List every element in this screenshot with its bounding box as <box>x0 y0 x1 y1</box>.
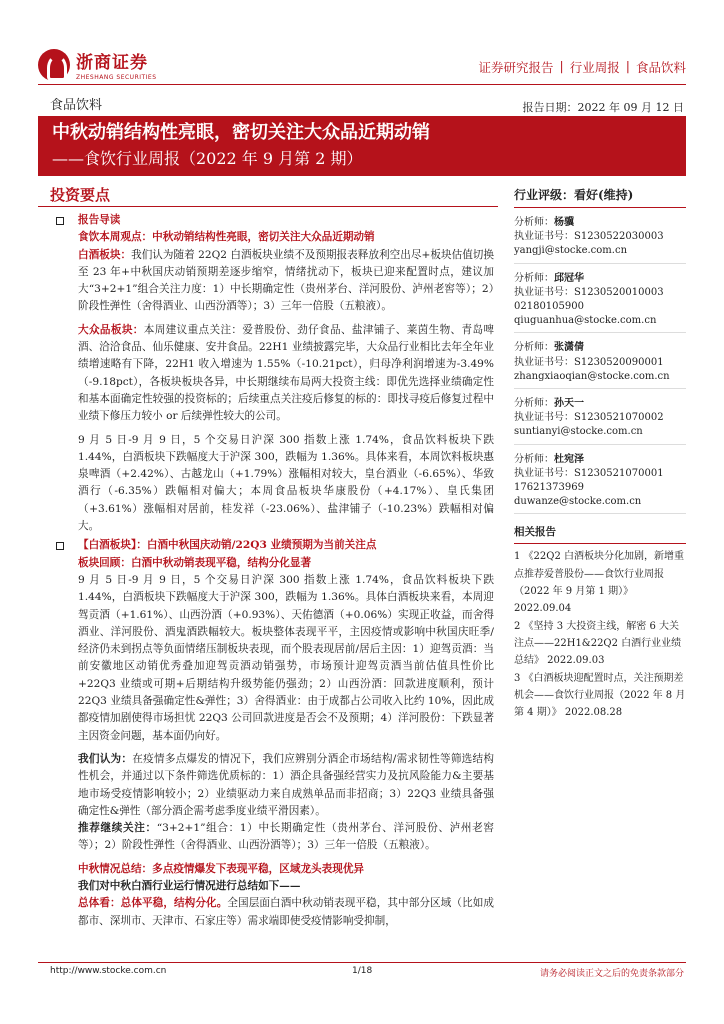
nav-industry: 食品饮料 <box>635 60 686 75</box>
analyst-name: 杨骥 <box>554 217 574 228</box>
baijiu-view: 白酒板块：我们认为随着 22Q2 白酒板块业绩不及预期报表释放利空出尽+板块估值切换至 23 年+中秋国庆动销预期差逐步缩窄，情绪扰动下，板块已迎来配置时点，建议加大“3+2+1”组合关注力度：1）中长期确定性（贵州茅台、洋河股份、泸州老窖等）；2）阶段性弹性（舍得酒业、山西汾酒等）；3）三年一倍股（五粮液）。 <box>78 248 495 313</box>
nav-separator: | <box>625 58 630 73</box>
footer-disclaimer: 请务必阅读正文之后的免责条款部分 <box>539 969 684 979</box>
title-banner <box>38 116 686 176</box>
recommend: 推荐继续关注：“3+2+1”组合：1）中长期确定性（贵州茅台、洋河股份、泸州老窖等）；2）阶段性弹性（舍得酒业、山西汾酒等）；3）三年一倍股（五粮液）。 <box>78 822 495 852</box>
summary-intro: 我们对中秋白酒行业运行情况进行总结如下—— <box>78 879 301 892</box>
we-think: 我们认为：在疫情多点爆发的情况下，我们应辨别分酒企市场结构/需求韧性等筛选结构性机会，并通过以下条件筛选优质标的：1）酒企具备强经营实力及抗风险能力&主要基地市场受疫情影响较小；2）业绩驱动力来自成熟单品而非招商；3）22Q3 业绩具备强确定性&弹性（部分酒企需考虑季度业绩平滑因素）。 <box>78 752 494 817</box>
report-title: 中秋动销结构性亮眼，密切关注大众品近期动销 <box>52 122 430 143</box>
sector-review-heading: 板块回顾：白酒中秋动销表现平稳，结构分化显著 <box>78 556 312 569</box>
footer-divider <box>38 962 686 963</box>
analyst-email[interactable]: suntianyi@stocke.com.cn <box>514 426 643 438</box>
report-date: 报告日期：2022 年 09 月 12 日 <box>522 101 684 114</box>
related-report-item[interactable]: 2 《坚持 3 大投资主线，解密 6 大关注点——22H1&22Q2 白酒行业业绩总结》 2022.09.03 <box>514 620 682 667</box>
nav-report-kind: 行业周报 <box>569 60 620 75</box>
related-report-item[interactable]: 1 《22Q2 白酒板块分化加剧，新增重点推荐爱普股份——食饮行业周报（2022 年 9 月第 1 期）》 2022.09.04 <box>514 551 685 615</box>
analyst-card: 分析师：邱冠华 执业证书号：S1230520010003 02180105900 qiuguanhua@stocke.com.cn <box>514 272 686 334</box>
analyst-cert: 执业证书号：S1230520090001 <box>514 356 664 368</box>
report-subtitle: ——食饮行业周报（2022 年 9 月第 2 期） <box>52 149 363 168</box>
analyst-card: 分析师：杨骥 执业证书号：S1230522030003 yangji@stocke.com.cn <box>514 216 686 264</box>
page-number: 1/18 <box>352 966 373 976</box>
analyst-cert: 执业证书号：S1230521070002 <box>514 412 664 424</box>
analyst-name: 邱冠华 <box>554 272 584 284</box>
footer-url[interactable]: http://www.stocke.com.cn <box>50 966 167 976</box>
related-reports-title: 相关报告 <box>514 524 686 544</box>
analyst-name: 杜宛泽 <box>554 453 584 465</box>
section-label: 食品饮料 <box>50 98 103 113</box>
guide-heading: 报告导读 <box>78 212 494 229</box>
report-category-nav <box>479 58 686 76</box>
analyst-email[interactable]: qiuguanhua@stocke.com.cn <box>514 315 657 327</box>
dazhong-view: 大众品板块：本周建议重点关注：爱普股份、劲仔食品、盐津铺子、莱茵生物、青岛啤酒、洽洽食品、仙乐健康、安井食品。22H1 业绩披露完毕，大众品行业相比去年全年业绩增速略有下降，22H1 收入增速为 1.55%（-10.21pct），归母净利润增速为-3.49%（-9.18pct），各板块板块各异，中长期继续布局两大投资主线：即优先选择业绩确定性和基本面确定性较强的投资标的；后续重点关注疫后修复的标的：即找寻疫后修复过程中业绩下修压力较小 or 后续弹性较大的公司。 <box>78 323 495 423</box>
analyst-phone: 17621373969 <box>514 482 584 494</box>
baijiu-section-heading: 【白酒板块】：白酒中秋国庆动销/22Q3 业绩预期为当前关注点 <box>78 537 494 554</box>
logo-name-en: ZHESHANG SECURITIES <box>76 74 157 81</box>
related-report-item[interactable]: 3 《白酒板块迎配置时点，关注预期差机会——食饮行业周报（2022 年 8 月第 4 期）》 2022.08.28 <box>514 672 686 719</box>
overall-view: 总体看：总体平稳，结构分化。全国层面白酒中秋动销表现平稳，其中部分区域（比如成都市、深圳市、天津市、石家庄等）需求端即使受疫情影响受抑制， <box>78 897 494 927</box>
mid-autumn-summary-heading: 中秋情况总结：多点疫情爆发下表现平稳，区域龙头表现优异 <box>78 862 365 875</box>
analyst-phone: 02180105900 <box>514 301 584 313</box>
header-divider <box>38 84 686 85</box>
invest-points-divider <box>38 206 498 207</box>
market-review: 9 月 5 日-9 月 9 日，5 个交易日沪深 300 指数上涨 1.74%，食品饮料板块下跌 1.44%，白酒板块下跌幅度大于沪深 300，跌幅为 1.36%。具体来看，本周饮料板块惠泉啤酒（+2.42%）、古越龙山（+1.79%）涨幅相对较大，皇台酒业（-6.65%）、华致酒行（-6.35%）跌幅相对偏大；本周食品板块华康股份（+4.17%）、皇氏集团（+3.61%）涨幅相对居前，桂发祥（-23.06%）、盐津铺子（-10.23%）跌幅相对偏大。 <box>78 433 494 533</box>
analyst-email[interactable]: zhangxiaoqian@stocke.com.cn <box>514 370 670 382</box>
analyst-cert: 执业证书号：S1230521070001 <box>514 467 664 479</box>
sidebar <box>514 186 686 721</box>
analyst-cert: 执业证书号：S1230522030003 <box>514 231 664 243</box>
sector-review-text: 9 月 5 日-9 月 9 日，5 个交易日沪深 300 指数上涨 1.74%，食品饮料板块下跌 1.44%，白酒板块下跌幅度大于沪深 300，跌幅为 1.36%。具体白酒板块来看，本周迎驾贡酒（+1.61%）、山西汾酒（+0.93%）、天佑德酒（+0.06%）实现正收益，而舍得酒业、洋河股份、酒鬼酒跌幅较大。板块整体表现平平，主因疫情或影响中秋国庆旺季/经济仍未到拐点等负面情绪压制板块表现，而个股表现居前/居后主因：1）迎驾贡酒：当前安徽地区动销优秀叠加迎驾贡酒动销强势，市场预计迎驾贡酒当前估值具性价比+22Q3 业绩或可期+后期结构升级势能仍强劲；2）山西汾酒：回款进度顺利，预计 22Q3 业绩具备强确定性&弹性；3）舍得酒业：由于成都占公司收入比约 10%，因此成都疫情加剧使得市场担忧 22Q3 公司回款进度是否会不及预期；4）洋河股份：下跌显著主因资金问题，基本面仍向好。 <box>78 573 494 742</box>
analyst-name: 孙天一 <box>554 398 584 410</box>
checkbox-bullet-icon <box>56 542 64 550</box>
related-reports-list <box>514 548 686 721</box>
core-view: 食饮本周观点：中秋动销结构性亮眼，密切关注大众品近期动销 <box>78 231 375 244</box>
analyst-cert: 执业证书号：S1230520010003 <box>514 286 664 298</box>
logo-name-cn: 浙商证券 <box>76 53 148 73</box>
analyst-card: 分析师：杜宛泽 执业证书号：S1230521070001 17621373969 duwanze@stocke.com.cn <box>514 453 686 515</box>
logo-emblem-icon <box>38 49 70 81</box>
analyst-card: 分析师：张潇倩 执业证书号：S1230520090001 zhangxiaoqian@stocke.com.cn <box>514 341 686 389</box>
nav-separator: | <box>559 58 564 73</box>
main-content <box>50 212 494 930</box>
nav-report-type: 证券研究报告 <box>478 60 554 75</box>
analyst-name: 张潇倩 <box>554 342 584 354</box>
invest-points-title: 投资要点 <box>50 186 111 204</box>
analyst-email[interactable]: yangji@stocke.com.cn <box>514 245 628 257</box>
industry-rating: 行业评级：看好(维持) <box>514 186 686 208</box>
checkbox-bullet-icon <box>56 217 64 225</box>
analyst-email[interactable]: duwanze@stocke.com.cn <box>514 496 642 508</box>
company-logo <box>38 48 157 81</box>
analyst-card: 分析师：孙天一 执业证书号：S1230521070002 suntianyi@stocke.com.cn <box>514 397 686 445</box>
